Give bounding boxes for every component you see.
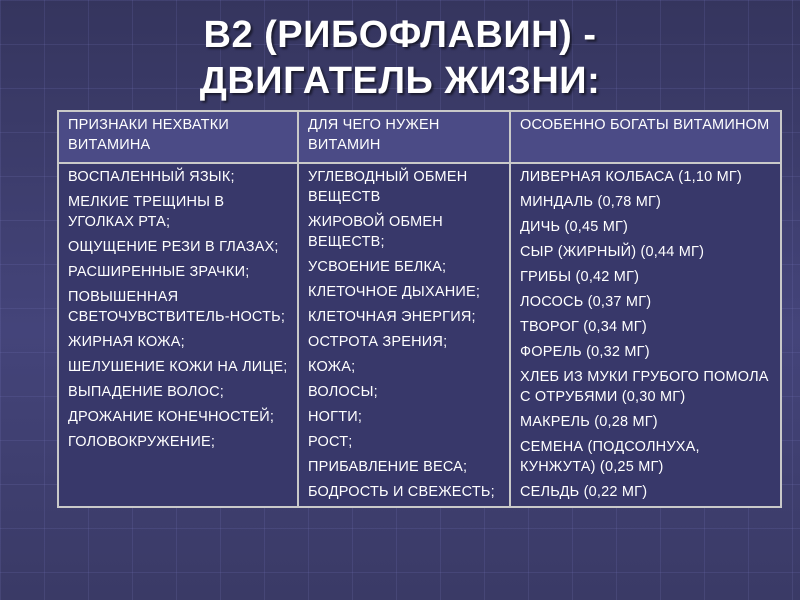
list-item: ОСТРОТА ЗРЕНИЯ; (308, 334, 448, 350)
list-item: ЖИРНАЯ КОЖА; (68, 334, 185, 350)
list-item: ШЕЛУШЕНИЕ КОЖИ НА ЛИЦЕ; (68, 359, 288, 375)
list-item: ПОВЫШЕННАЯ СВЕТОЧУВСТВИТЕЛЬ-НОСТЬ; (68, 289, 286, 325)
list-item: МИНДАЛЬ (0,78 МГ) (520, 194, 662, 210)
list-item: УСВОЕНИЕ БЕЛКА; (308, 259, 447, 275)
list-item: ЛИВЕРНАЯ КОЛБАСА (1,10 МГ) (520, 169, 742, 185)
list-item: ХЛЕБ ИЗ МУКИ ГРУБОГО ПОМОЛА С ОТРУБЯМИ (0,30 МГ) (520, 369, 769, 405)
slide-title-line-1: В2 (РИБОФЛАВИН) - (203, 14, 597, 56)
rich-sources-cell (510, 163, 781, 507)
list-item: ТВОРОГ (0,34 МГ) (520, 319, 647, 335)
header-deficiency-signs: ПРИЗНАКИ НЕХВАТКИ ВИТАМИНА (58, 111, 298, 163)
list-item: БОДРОСТЬ И СВЕЖЕСТЬ; (308, 484, 495, 500)
list-item: ВЫПАДЕНИЕ ВОЛОС; (68, 384, 224, 400)
table-row (58, 163, 781, 507)
list-item: СЕМЕНА (ПОДСОЛНУХА, КУНЖУТА) (0,25 МГ) (520, 439, 700, 475)
header-purpose: ДЛЯ ЧЕГО НУЖЕН ВИТАМИН (298, 111, 510, 163)
list-item: ГРИБЫ (0,42 МГ) (520, 269, 640, 285)
list-item: КЛЕТОЧНОЕ ДЫХАНИЕ; (308, 284, 481, 300)
list-item: ГОЛОВОКРУЖЕНИЕ; (68, 434, 216, 450)
list-item: ЖИРОВОЙ ОБМЕН ВЕЩЕСТВ; (308, 214, 443, 250)
list-item: ПРИБАВЛЕНИЕ ВЕСА; (308, 459, 468, 475)
list-item: МАКРЕЛЬ (0,28 МГ) (520, 414, 658, 430)
list-item: СЕЛЬДЬ (0,22 МГ) (520, 484, 648, 500)
list-item: ДРОЖАНИЕ КОНЕЧНОСТЕЙ; (68, 409, 275, 425)
list-item: ЛОСОСЬ (0,37 МГ) (520, 294, 652, 310)
header-rich-sources: ОСОБЕННО БОГАТЫ ВИТАМИНОМ (510, 111, 781, 163)
list-item: РАСШИРЕННЫЕ ЗРАЧКИ; (68, 264, 250, 280)
list-item: РОСТ; (308, 434, 353, 450)
list-item: ОЩУЩЕНИЕ РЕЗИ В ГЛАЗАХ; (68, 239, 279, 255)
list-item: НОГТИ; (308, 409, 363, 425)
purpose-cell (298, 163, 510, 507)
list-item: КОЖА; (308, 359, 356, 375)
slide-title-line-2: ДВИГАТЕЛЬ ЖИЗНИ: (199, 60, 601, 102)
deficiency-signs-cell (58, 163, 298, 507)
list-item: МЕЛКИЕ ТРЕЩИНЫ В УГОЛКАХ РТА; (68, 194, 225, 230)
slide-title (0, 12, 800, 104)
list-item: ВОСПАЛЕННЫЙ ЯЗЫК; (68, 169, 235, 185)
list-item: ВОЛОСЫ; (308, 384, 378, 400)
list-item: КЛЕТОЧНАЯ ЭНЕРГИЯ; (308, 309, 476, 325)
list-item: ДИЧЬ (0,45 МГ) (520, 219, 629, 235)
list-item: УГЛЕВОДНЫЙ ОБМЕН ВЕЩЕСТВ (308, 169, 468, 205)
list-item: ФОРЕЛЬ (0,32 МГ) (520, 344, 650, 360)
list-item: СЫР (ЖИРНЫЙ) (0,44 МГ) (520, 244, 705, 260)
vitamin-table (57, 110, 782, 508)
table-header-row (58, 111, 781, 163)
